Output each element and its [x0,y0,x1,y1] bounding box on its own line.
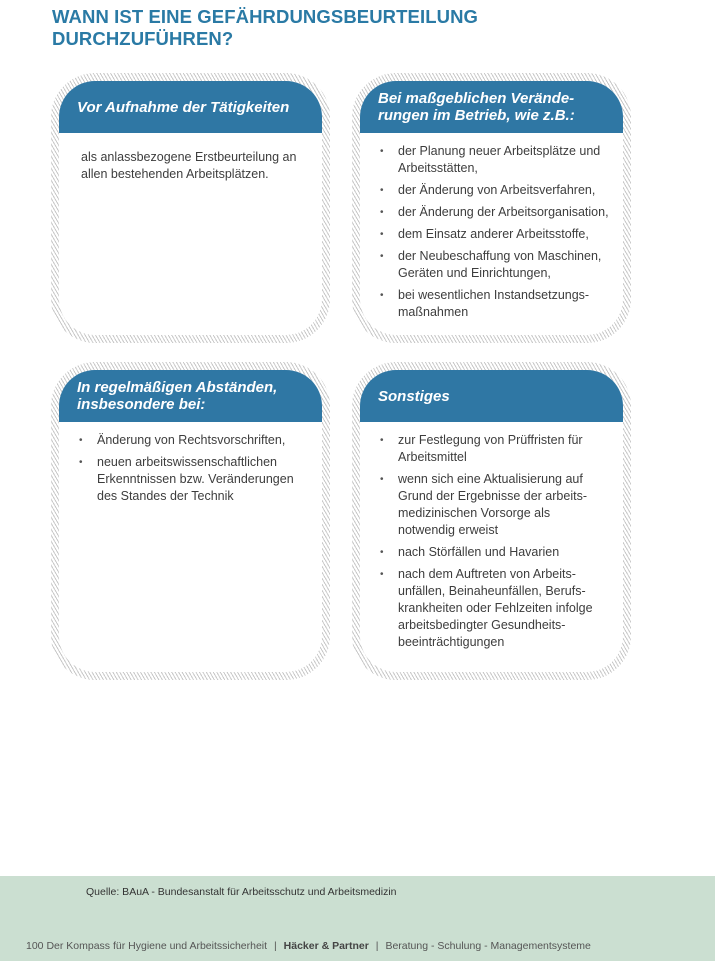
card-text-line-2: allen bestehenden Arbeitsplätzen. [81,167,269,181]
list-item [380,287,609,321]
list-item-line: krankheiten oder Fehlzeiten infolge [398,601,593,615]
card-body [360,432,623,656]
card-header-line-1: In regelmäßigen Abständen, [77,379,278,396]
list-item-line: Erkenntnissen bzw. Veränderungen [97,472,294,486]
list-item-line: bei wesentlichen Instandsetzungs- [398,288,590,302]
list-item-line: Arbeitsmittel [398,450,467,464]
list-item-line: Änderung von Rechtsvorschriften, [97,433,286,447]
list-item-line: beeinträchtigungen [398,635,505,649]
footer-separator: | [375,940,379,952]
card-header-line-2: insbesondere bei: [77,396,206,413]
card-other [352,362,631,680]
page-title-line-1: WANN IST EINE GEFÄHRDUNGSBEURTEILUNG [52,6,479,27]
list-item [380,182,609,199]
list-item-line: zur Festlegung von Prüffristen für [398,433,583,447]
list-item-line: Arbeitsstätten, [398,161,478,175]
card-header [59,81,322,133]
card-header-title: Sonstiges [378,387,450,405]
list-item-line: neuen arbeitswissenschaftlichen [97,455,277,469]
footer-separator: | [273,940,277,952]
card-inner [59,370,322,672]
list-item-line: unfällen, Beinaheunfällen, Berufs- [398,584,586,598]
card-significant-changes [352,73,631,343]
card-body [59,149,322,183]
page-title [52,6,672,50]
card-regular-intervals [51,362,330,680]
publication-title: Der Kompass für Hygiene und Arbeitssicherheit [46,940,268,952]
card-body [360,143,623,326]
list-item-line: notwendig erweist [398,523,499,537]
list-item [380,471,609,539]
list-item [380,204,609,221]
list-item [380,143,609,177]
card-header [360,81,623,133]
list-item [380,544,609,561]
bullet-list [59,432,322,505]
list-item-line: der Änderung von Arbeitsverfahren, [398,183,596,197]
card-header-title [77,379,277,413]
list-item-line: nach dem Auftreten von Arbeits- [398,567,576,581]
card-inner [360,81,623,335]
list-item [380,226,609,243]
list-item-line: wenn sich eine Aktualisierung auf [398,472,583,486]
card-header-line-2: rungen im Betrieb, wie z.B.: [378,107,575,124]
list-item [380,248,609,282]
list-item-line: dem Einsatz anderer Arbeitsstoffe, [398,227,589,241]
list-item-line: der Änderung der Arbeitsorganisation, [398,205,609,219]
list-item-line: des Standes der Technik [97,489,234,503]
company-name: Häcker & Partner [283,940,369,952]
list-item [79,432,308,449]
source-note: Quelle: BAuA - Bundesanstalt für Arbeitsschutz und Arbeitsmedizin [86,886,397,898]
list-item-line: Geräten und Einrichtungen, [398,266,551,280]
list-item [79,454,308,505]
list-item-line: medizinischen Vorsorge als [398,506,551,520]
card-text-line-1: als anlassbezogene Erstbeurteilung an [81,150,297,164]
list-item-line: der Planung neuer Arbeitsplätze und [398,144,601,158]
card-inner [360,370,623,672]
card-before-activities [51,73,330,343]
list-item-line: Grund der Ergebnisse der arbeits- [398,489,587,503]
company-tagline: Beratung - Schulung - Managementsysteme [385,940,591,952]
list-item-line: maßnahmen [398,305,469,319]
card-body [59,432,322,510]
card-header [360,370,623,422]
card-header-title [378,90,575,124]
page-number: 100 [26,940,44,952]
running-footer [26,940,591,952]
list-item [380,432,609,466]
list-item-line: nach Störfällen und Havarien [398,545,560,559]
card-text [81,149,302,183]
bullet-list [360,432,623,651]
footer [0,876,715,961]
list-item-line: der Neubeschaffung von Maschinen, [398,249,602,263]
card-header-title: Vor Aufnahme der Tätigkeiten [77,98,290,116]
card-inner [59,81,322,335]
card-header [59,370,322,422]
card-header-line-1: Bei maßgeblichen Verände- [378,90,575,107]
list-item-line: arbeitsbedingter Gesundheits- [398,618,566,632]
list-item [380,566,609,651]
page-title-line-2: DURCHZUFÜHREN? [52,28,234,49]
bullet-list [360,143,623,321]
